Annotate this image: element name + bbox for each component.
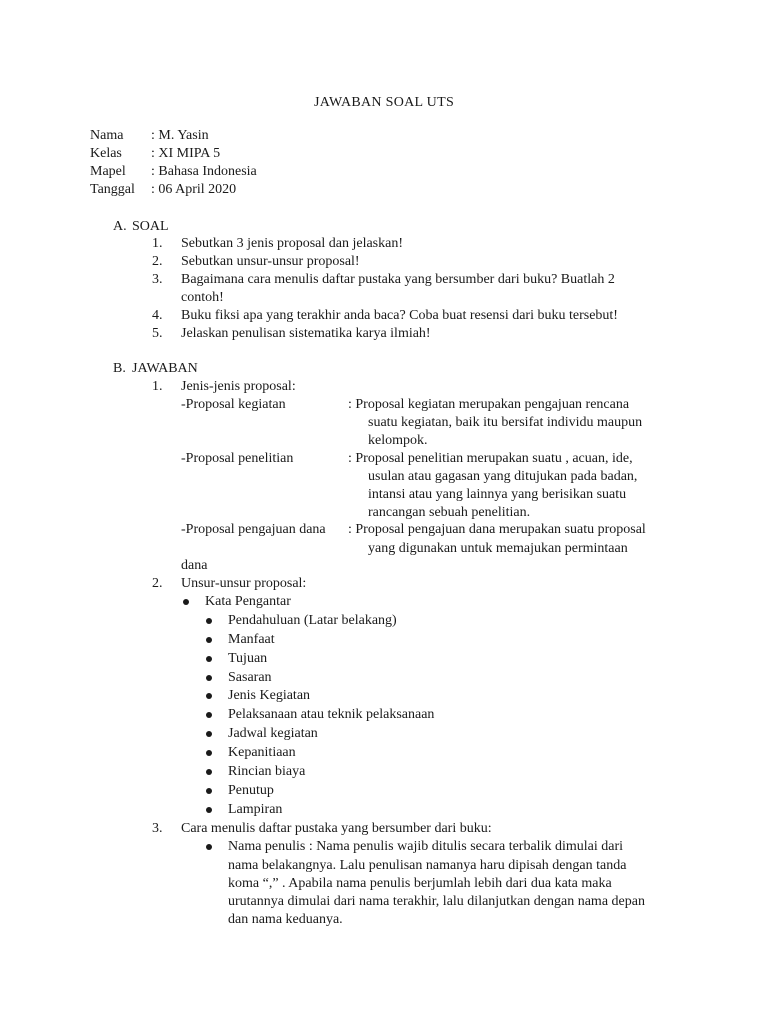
bullet-icon <box>206 637 212 643</box>
label-nama: Nama <box>90 128 124 143</box>
section-a-title: SOAL <box>132 219 169 234</box>
bullet-icon <box>206 618 212 624</box>
jawaban-3-heading: Cara menulis daftar pustaka yang bersumber dari buku: <box>181 821 492 836</box>
jawaban-2-number: 2. <box>152 576 163 591</box>
bullet-icon <box>206 675 212 681</box>
unsur-item: Pendahuluan (Latar belakang) <box>228 613 397 628</box>
nama-penulis-text-cont: dan nama keduanya. <box>228 912 343 927</box>
label-mapel: Mapel <box>90 164 126 179</box>
proposal-penelitian-desc-cont: rancangan sebuah penelitian. <box>368 505 531 520</box>
proposal-kegiatan-desc-cont: suatu kegiatan, baik itu bersifat individu maupun <box>368 415 643 430</box>
proposal-penelitian-name: -Proposal penelitian <box>181 451 294 466</box>
nama-penulis-text-cont: nama belakangnya. Lalu penulisan namanya haru dipisah dengan tanda <box>228 858 627 873</box>
bullet-icon <box>206 769 212 775</box>
nama-penulis-text-cont: urutannya dimulai dari nama terakhir, lalu dilanjutkan dengan nama depan <box>228 894 645 909</box>
soal-4-number: 4. <box>152 308 163 323</box>
unsur-item: Lampiran <box>228 802 283 817</box>
bullet-icon <box>206 656 212 662</box>
proposal-dana-name: -Proposal pengajuan dana <box>181 522 326 537</box>
bullet-icon <box>206 788 212 794</box>
proposal-dana-wrap: dana <box>181 558 208 573</box>
bullet-icon <box>206 844 212 850</box>
value-tanggal: : 06 April 2020 <box>151 182 237 197</box>
bullet-icon <box>206 712 212 718</box>
bullet-icon <box>206 750 212 756</box>
proposal-penelitian-desc: : Proposal penelitian merupakan suatu , acuan, ide, <box>348 451 633 466</box>
jawaban-3-number: 3. <box>152 821 163 836</box>
unsur-item: Manfaat <box>228 632 275 647</box>
proposal-dana-desc-cont: yang digunakan untuk memajukan permintaan <box>368 541 628 556</box>
value-nama: : M. Yasin <box>151 128 209 143</box>
jawaban-1-number: 1. <box>152 379 163 394</box>
soal-5-text: Jelaskan penulisan sistematika karya ilmiah! <box>181 326 431 341</box>
bullet-icon <box>206 731 212 737</box>
jawaban-1-heading: Jenis-jenis proposal: <box>181 379 296 394</box>
soal-2-number: 2. <box>152 254 163 269</box>
unsur-item: Jenis Kegiatan <box>228 688 311 703</box>
soal-5-number: 5. <box>152 326 163 341</box>
soal-1-number: 1. <box>152 236 163 251</box>
soal-3-text-cont: contoh! <box>181 290 224 305</box>
unsur-item: Jadwal kegiatan <box>228 726 318 741</box>
unsur-item: Penutup <box>228 783 274 798</box>
proposal-dana-desc: : Proposal pengajuan dana merupakan suatu proposal <box>348 522 646 537</box>
proposal-penelitian-desc-cont: intansi atau yang lainnya yang berisikan suatu <box>368 487 627 502</box>
soal-1-text: Sebutkan 3 jenis proposal dan jelaskan! <box>181 236 404 251</box>
nama-penulis-text-cont: koma “,” . Apabila nama penulis berjumlah lebih dari dua kata maka <box>228 876 612 891</box>
jawaban-2-heading: Unsur-unsur proposal: <box>181 576 307 591</box>
section-b-title: JAWABAN <box>132 361 198 376</box>
value-kelas: : XI MIPA 5 <box>151 146 221 161</box>
label-tanggal: Tanggal <box>90 182 135 197</box>
bullet-icon <box>206 807 212 813</box>
unsur-item: Pelaksanaan atau teknik pelaksanaan <box>228 707 435 722</box>
label-kelas: Kelas <box>90 146 122 161</box>
soal-4-text: Buku fiksi apa yang terakhir anda baca? Coba buat resensi dari buku tersebut! <box>181 308 618 323</box>
proposal-kegiatan-desc: : Proposal kegiatan merupakan pengajuan rencana <box>348 397 630 412</box>
bullet-icon <box>206 693 212 699</box>
unsur-item: Sasaran <box>228 670 272 685</box>
proposal-penelitian-desc-cont: usulan atau gagasan yang ditujukan pada badan, <box>368 469 638 484</box>
soal-2-text: Sebutkan unsur-unsur proposal! <box>181 254 360 269</box>
nama-penulis-text: Nama penulis : Nama penulis wajib ditulis secara terbalik dimulai dari <box>228 839 624 854</box>
unsur-kata-pengantar: Kata Pengantar <box>205 594 291 609</box>
proposal-kegiatan-name: -Proposal kegiatan <box>181 397 286 412</box>
unsur-item: Rincian biaya <box>228 764 306 779</box>
soal-3-text: Bagaimana cara menulis daftar pustaka yang bersumber dari buku? Buatlah 2 <box>181 272 615 287</box>
soal-3-number: 3. <box>152 272 163 287</box>
page-title: JAWABAN SOAL UTS <box>313 95 455 110</box>
bullet-icon <box>183 599 189 605</box>
value-mapel: : Bahasa Indonesia <box>151 164 257 179</box>
unsur-item: Kepanitiaan <box>228 745 296 760</box>
proposal-kegiatan-desc-cont: kelompok. <box>368 433 428 448</box>
section-b-letter: B. <box>113 361 126 376</box>
section-a-letter: A. <box>113 219 127 234</box>
unsur-item: Tujuan <box>228 651 268 666</box>
